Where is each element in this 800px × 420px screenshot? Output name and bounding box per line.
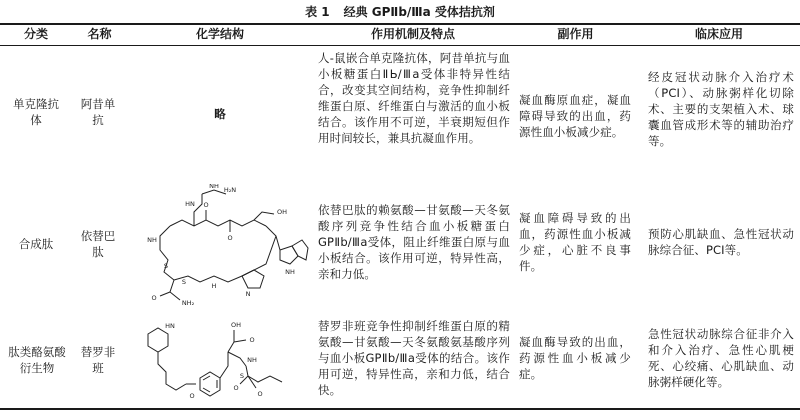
label-s-2: S	[181, 278, 187, 286]
row1-side-effects: 凝血酶原血症，凝血障碍导致的出血，药源性血小板减少症。	[519, 93, 631, 139]
tirofiban-structure	[130, 318, 310, 404]
bond-asp-sidechain	[254, 212, 274, 220]
label-o-ether: O	[189, 392, 195, 400]
bond-guanidine	[202, 190, 226, 194]
label-h-bottom: H	[211, 282, 217, 290]
label-h2n-top: H₂N	[223, 186, 237, 194]
bond-so-2	[248, 376, 256, 388]
label-nh-left: NH	[147, 236, 157, 244]
label-s-1: S	[163, 262, 169, 270]
label-o-acid: O	[249, 336, 255, 344]
label-o-tail: O	[151, 294, 157, 302]
benzene-inner-1	[203, 376, 210, 380]
row2-name: 依替巴肽	[80, 229, 116, 259]
table-caption	[0, 2, 800, 22]
header-category: 分类	[23, 27, 48, 41]
label-hn-pip: HN	[165, 322, 175, 330]
proline-ring	[242, 270, 264, 288]
header-structure: 化学结构	[195, 27, 244, 41]
header-mechanism: 作用机制及特点	[370, 27, 455, 41]
row3-name: 替罗非班	[80, 345, 116, 375]
header-side-effects: 副作用	[557, 27, 594, 41]
bond-amine	[228, 352, 246, 366]
label-nh-amine: NH	[247, 356, 257, 364]
row3-clinical-use: 急性冠状动脉综合征非介入和介入治疗、急性心肌梗死、心绞痛、心肌缺血、动脉粥样硬化等。	[648, 327, 794, 389]
label-s-sulfonyl: S	[239, 372, 245, 380]
bond-butyl-chain	[158, 352, 186, 390]
indole-ring-6	[292, 240, 308, 260]
row2-side-effects: 凝血障碍导致的出血，药源性血小板减少症，心脏不良事件。	[519, 211, 631, 273]
row1-mechanism: 人-鼠嵌合单克隆抗体，阿昔单抗与血小板糖蛋白ⅡЬ/Ⅲa受体非特异性结合，改变其空间结构，竞争性抑制纤维蛋白原、纤维蛋白与激活的血小板结合。该作用不可逆，半衰期短但作用时间较长，兼具抗凝血作用。	[318, 51, 510, 145]
label-o-so-1: O	[233, 384, 239, 392]
indole-ring-5	[280, 246, 298, 264]
bond-sulfonyl	[246, 366, 282, 382]
eptifibatide-structure	[130, 184, 310, 308]
label-hn-arg: HN	[185, 200, 195, 208]
bond-amide-o	[160, 292, 170, 296]
label-nh-top: NH	[209, 184, 219, 190]
table-title: 经典 GPⅡb/Ⅲa 受体拮抗剂	[343, 5, 495, 19]
table-number: 表 1	[305, 5, 330, 19]
bond-chain-top	[170, 220, 266, 226]
bond-trp-link	[266, 226, 280, 250]
header-name: 名称	[87, 27, 112, 41]
bond-ring-left	[160, 226, 174, 280]
row3-category: 肽类酪氨酸衍生物	[8, 345, 66, 375]
row2-clinical-use: 预防心肌缺血、急性冠状动脉综合征、PCI等。	[648, 227, 794, 257]
bond-pro-link	[242, 236, 276, 276]
bond-carbonyl-o	[234, 340, 246, 342]
row3-mechanism: 替罗非班竞争性抑制纤维蛋白原的精氨酸—甘氨酸—天冬氨酸氨基酸序列与血小板GPⅡb/Ⅲa受体的结合。该作用可逆，特异性高，亲和力低，结合快。	[318, 319, 510, 397]
bond-arg-sidechain	[194, 194, 202, 226]
bond-benzyl	[220, 352, 228, 378]
row1-clinical-use: 经皮冠状动脉介入治疗术（PCI）、动脉粥样化切除术、主要的支架植入术、球囊血管成形术等的辅助治疗等。	[648, 70, 794, 148]
header-rule	[0, 45, 800, 46]
bond-carboxyl	[228, 330, 234, 352]
piperidine-ring	[148, 328, 168, 352]
label-oh-acid: OH	[230, 321, 242, 329]
row1-name: 阿昔单抗	[80, 97, 116, 127]
row2-category: 合成肽	[18, 237, 54, 251]
label-nh2-tail: NH₂	[181, 299, 195, 307]
label-o-2: O	[227, 234, 233, 242]
row3-side-effects: 凝血酶导致的出血，药源性血小板减少症。	[519, 335, 631, 381]
benzene-inner-3	[203, 388, 210, 392]
bottom-rule	[0, 408, 800, 410]
label-oh-asp: OH	[276, 208, 288, 216]
bond-amide-tail	[170, 280, 180, 300]
row1-category: 单克隆抗体	[13, 97, 59, 127]
row1-structure: 略	[214, 107, 226, 121]
label-o-1: O	[203, 201, 209, 209]
row2-mechanism: 依替巴肽的赖氨酸—甘氨酸—天冬氨酸序列竞争性结合血小板糖蛋白GPⅡb/Ⅲa受体，阻止纤维蛋白原与血小板结合。该作用可逆，特异性高，亲和力低。	[318, 203, 510, 281]
label-o-so-2: O	[257, 390, 263, 398]
label-nh-indole: NH	[285, 268, 295, 276]
label-n-pro: N	[245, 290, 251, 298]
header-clinical-use: 临床应用	[694, 27, 743, 41]
